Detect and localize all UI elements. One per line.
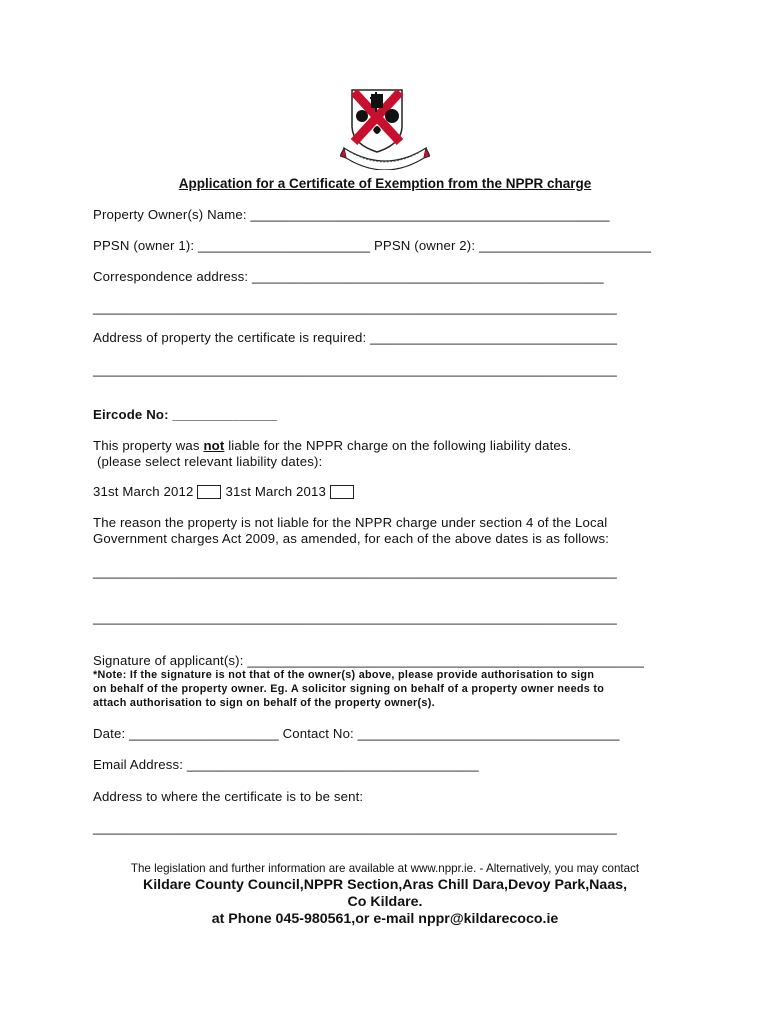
date-2013-checkbox[interactable] (330, 485, 354, 499)
reason-line-1[interactable]: ______________________________________________________________________ (93, 564, 617, 579)
send-address-line[interactable]: ______________________________________________________________________ (93, 820, 617, 835)
send-address-label: Address to where the certificate is to be sent: (93, 789, 364, 804)
liability-instruction: (please select relevant liability dates): (97, 454, 323, 469)
footer-council-address: Kildare County Council,NPPR Section,Aras Chill Dara,Devoy Park,Naas, (142, 877, 628, 893)
signature-note-line-2: on behalf of the property owner. Eg. A solicitor signing on behalf of a property owner needs to (93, 683, 605, 695)
property-address-field[interactable]: Address of property the certificate is required: _________________________________ (93, 330, 618, 345)
ppsn-fields[interactable]: PPSN (owner 1): _______________________ PPSN (owner 2): _______________________ (93, 238, 652, 253)
liability-not-emphasis: not (203, 438, 225, 453)
correspondence-address-line-2[interactable]: ______________________________________________________________________ (93, 300, 617, 315)
county-crest-logo (340, 86, 430, 170)
reason-text-line-1: The reason the property is not liable for the NPPR charge under section 4 of the Local (93, 515, 608, 530)
signature-field[interactable]: Signature of applicant(s): _____________________________________________________ (93, 653, 644, 668)
email-address-field[interactable]: Email Address: _______________________________________ (93, 757, 479, 772)
liability-dates-row (93, 484, 358, 500)
date-contact-fields[interactable]: Date: ____________________ Contact No: ___________________________________ (93, 726, 620, 741)
footer-county: Co Kildare. (347, 894, 423, 910)
reason-text-line-2: Government charges Act 2009, as amended, for each of the above dates is as follows: (93, 531, 610, 546)
footer-contact-details: at Phone 045-980561,or e-mail nppr@kildarecoco.ie (211, 911, 559, 927)
date-2013-label: 31st March 2013 (225, 484, 326, 499)
property-address-line-2[interactable]: ______________________________________________________________________ (93, 362, 617, 377)
signature-note-line-3: attach authorisation to sign on behalf of the property owner(s). (93, 697, 435, 709)
liability-text-pre: This property was (93, 438, 204, 453)
date-2012-label: 31st March 2012 (93, 484, 194, 499)
signature-note-line-1: *Note: If the signature is not that of the owner(s) above, please provide authorisation to sign (93, 669, 595, 681)
liability-statement (93, 438, 571, 453)
date-2012-checkbox[interactable] (197, 485, 221, 499)
owner-name-field[interactable]: Property Owner(s) Name: ________________________________________________ (93, 207, 610, 222)
footer-info: The legislation and further information are available at www.nppr.ie. - Alternatively, you may contact (130, 862, 640, 875)
reason-line-2[interactable]: ______________________________________________________________________ (93, 610, 617, 625)
liability-text-post: liable for the NPPR charge on the following liability dates. (224, 438, 572, 453)
correspondence-address-field[interactable]: Correspondence address: _______________________________________________ (93, 269, 604, 284)
eircode-field[interactable]: Eircode No: ______________ (93, 407, 278, 422)
form-title: Application for a Certificate of Exemption from the NPPR charge (178, 176, 592, 191)
